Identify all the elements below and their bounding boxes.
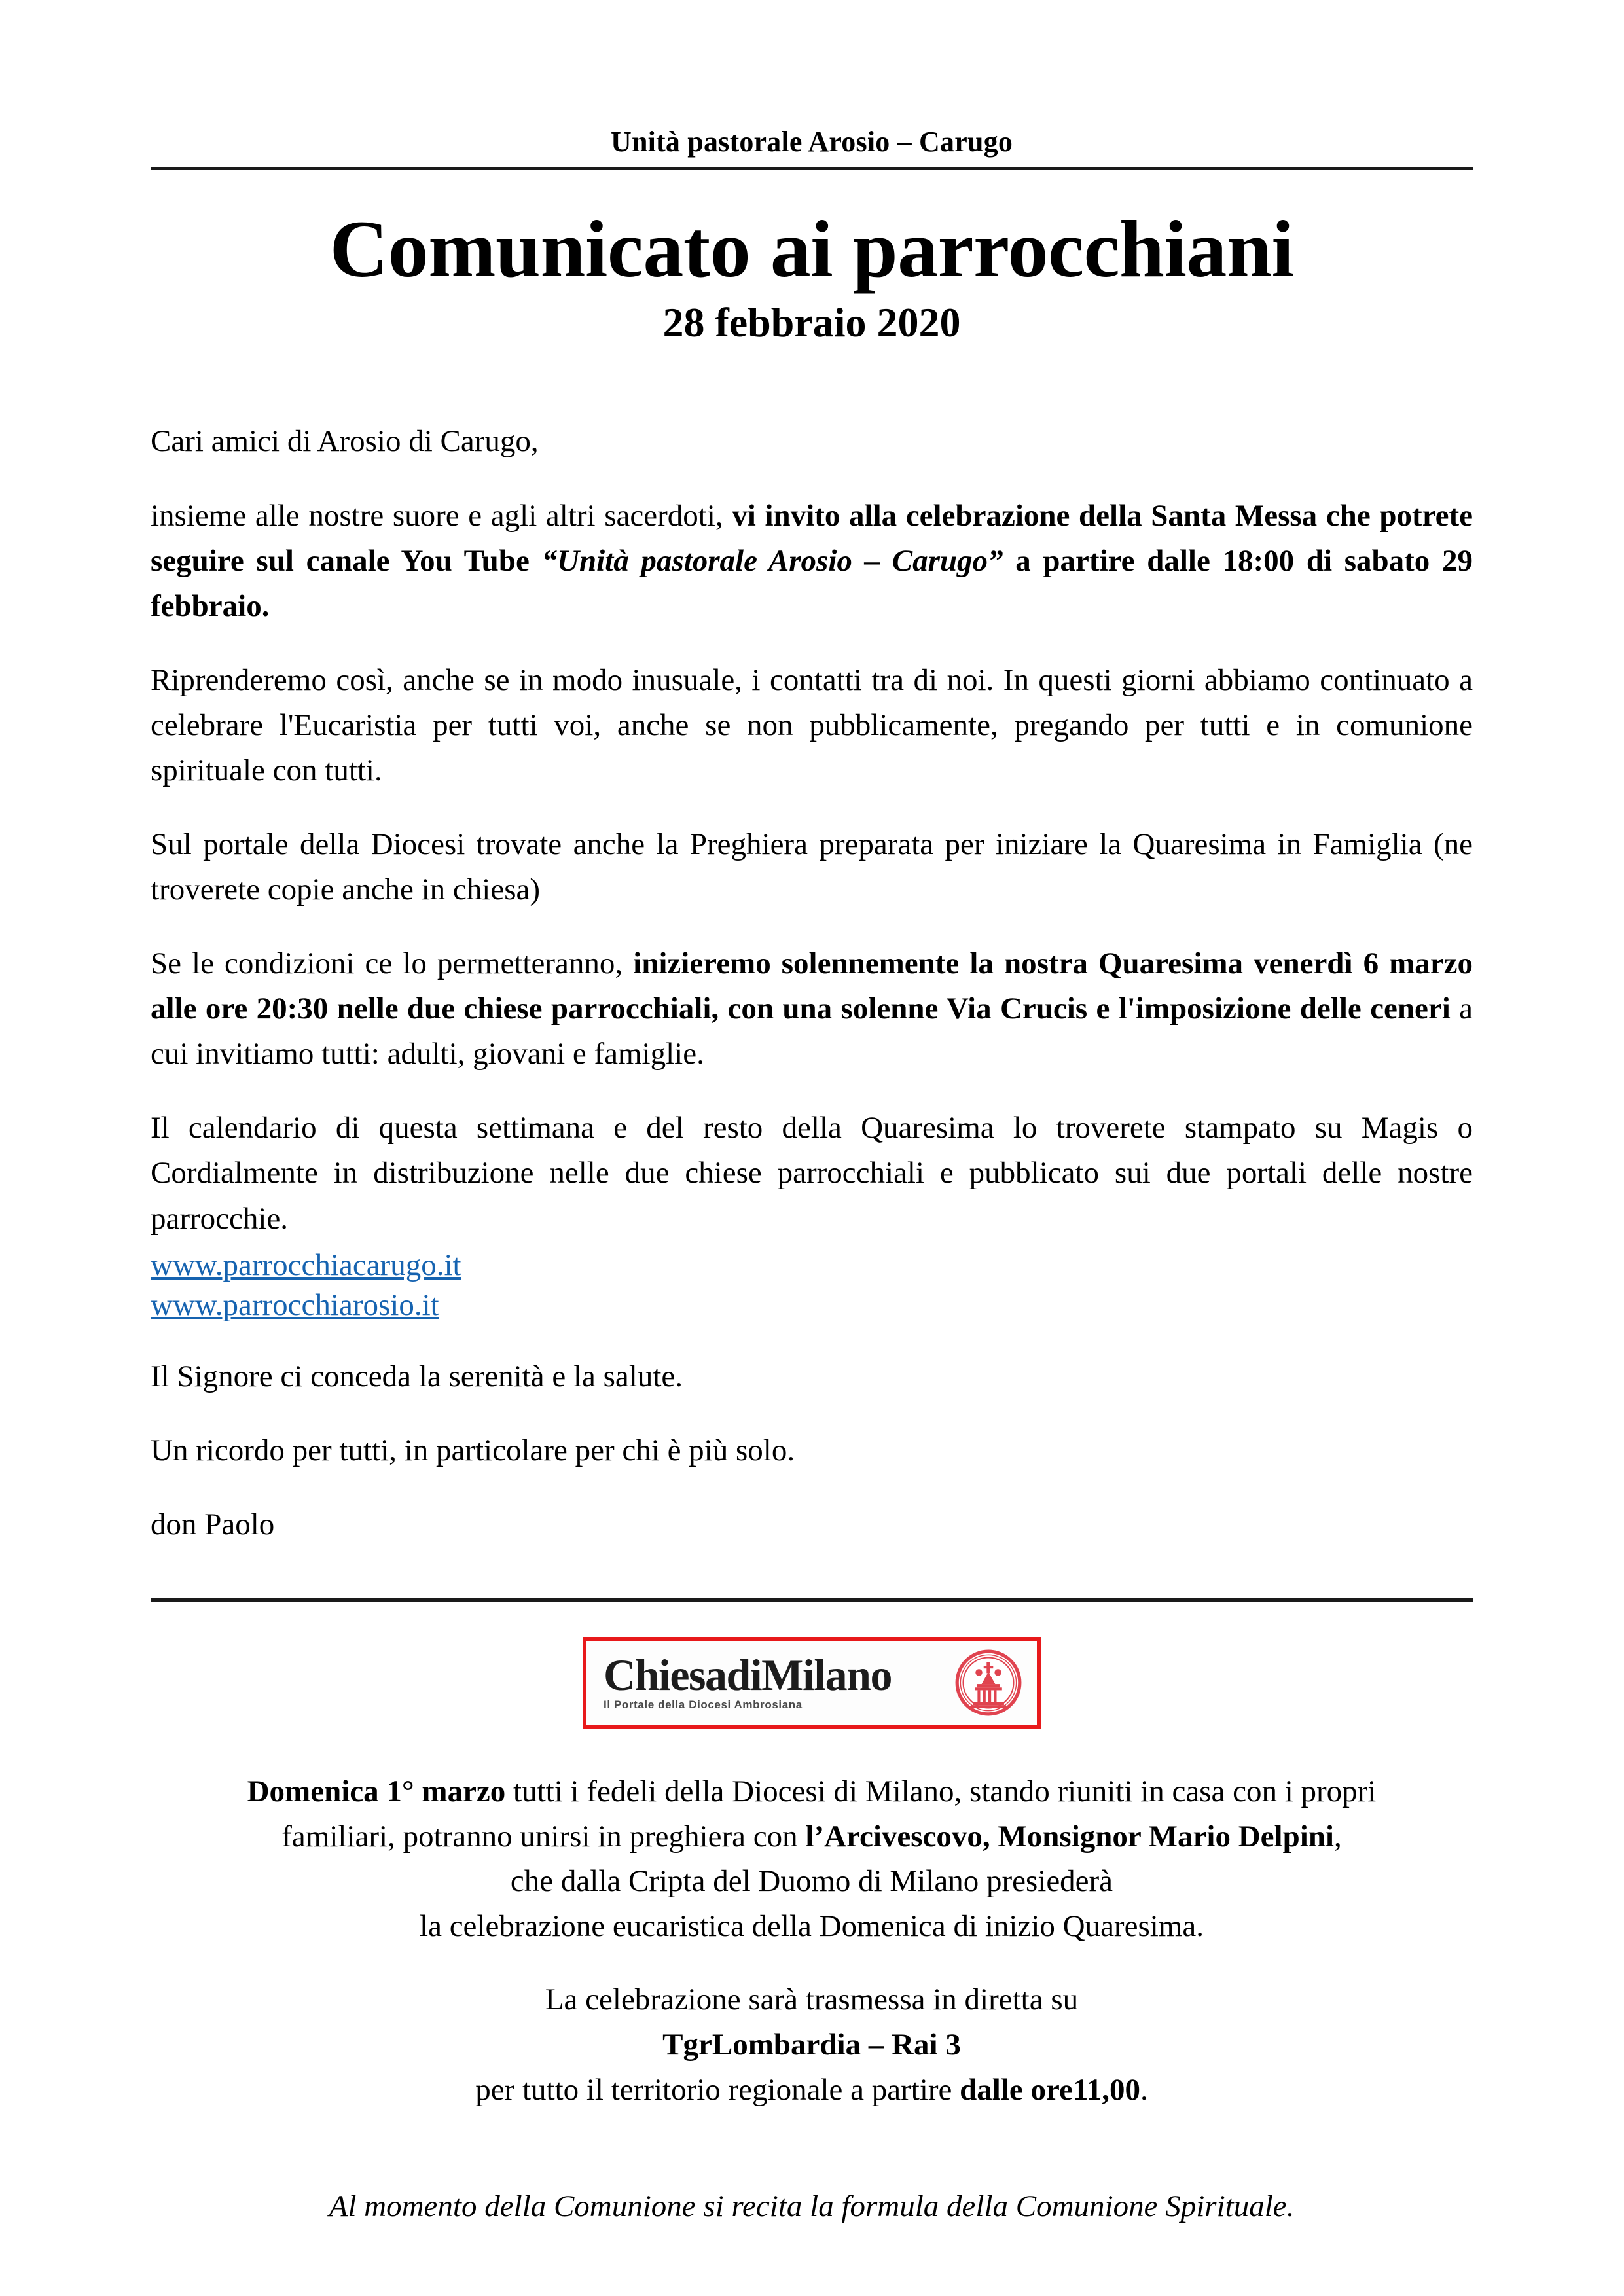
page-subtitle-date: 28 febbraio 2020 [662, 299, 961, 346]
document-content [151, 0, 1473, 2229]
benedizione-text: Il Signore ci conceda la serenità e la salute. [151, 1359, 683, 1393]
notice-line-3: che dalla Cripta del Duomo di Milano presiederà [510, 1864, 1113, 1899]
diocese-notice [151, 1769, 1473, 2112]
calendario-text: Il calendario di questa settimana e del resto della Quaresima lo troverete stampato su Magis o Cordialmente in distribuzione nelle due chiese parrocchiali e pubblicato sui due portali delle nostre parrocchie. [151, 1111, 1473, 1236]
notice-spacer [151, 1948, 1473, 1977]
contatti-text: Riprenderemo così, anche se in modo inusuale, i contatti tra di noi. In questi giorni abbiamo continuato a celebrare l'Eucaristia per tutti voi, anche se non pubblicamente, pregando per tutti e in comunione spirituale con tutti. [151, 662, 1473, 787]
notice-time-bold: dalle ore11,00 [960, 2072, 1141, 2107]
letter-paragraph-invito [151, 493, 1473, 629]
notice-line-4: la celebrazione eucaristica della Domenica di inizio Quaresima. [420, 1909, 1204, 1943]
letter-signature [151, 1502, 1473, 1547]
signature-text: don Paolo [151, 1507, 275, 1541]
notice-line2-tail: , [1333, 1819, 1342, 1854]
invito-bold-part1: vi invito alla celebrazione della Santa Messa che potrete seguire sul canale You Tube [151, 498, 1473, 578]
document-header-organization: Unità pastorale Arosio – Carugo [610, 126, 1013, 158]
notice-line-7 [151, 2068, 1473, 2113]
letter-paragraph-calendario [151, 1105, 1473, 1241]
notice-line2-lead: familiari, potranno unirsi in preghiera con [281, 1819, 806, 1854]
notice-line-5: La celebrazione sarà trasmessa in diretta su [545, 1982, 1079, 2017]
logo-tagline: Il Portale della Diocesi Ambrosiana [604, 1698, 803, 1712]
layout-spacer [151, 1547, 1473, 1598]
letter-paragraph-contatti [151, 658, 1473, 793]
link-parrocchiarosio[interactable]: www.parrocchiarosio.it [151, 1287, 439, 1322]
logo-area [151, 1637, 1473, 1729]
invito-bold-part2: a partire dalle 18:00 di sabato 29 febbraio. [151, 543, 1473, 623]
quaresima-lead: Se le condizioni ce lo permetteranno, [151, 946, 634, 981]
letter-paragraph-ricordo [151, 1428, 1473, 1473]
letter-paragraph-quaresima [151, 941, 1473, 1077]
ricordo-text: Un ricordo per tutti, in particolare per chi è più solo. [151, 1433, 795, 1467]
link-parrocchiacarugo[interactable]: www.parrocchiacarugo.it [151, 1247, 461, 1282]
notice-line7-lead: per tutto il territorio regionale a partire [475, 2072, 960, 2107]
notice-archbishop-bold: l’Arcivescovo, Monsignor Mario Delpini [805, 1819, 1334, 1854]
notice-channel-bold: TgrLombardia – Rai 3 [662, 2028, 961, 2062]
page-title: Comunicato ai parrocchiani [329, 204, 1294, 294]
letter-paragraph-benedizione [151, 1354, 1473, 1399]
notice-channel [151, 2022, 1473, 2068]
letter-greeting [151, 419, 1473, 464]
header-divider [151, 167, 1473, 170]
quaresima-bold: inizieremo solennemente la nostra Quaresima venerdì 6 marzo alle ore 20:30 nelle due chiese parrocchiali, con una solenne Via Crucis e l'imposizione delle ceneri [151, 946, 1473, 1026]
notice-line1-rest: tutti i fedeli della Diocesi di Milano, stando riuniti in casa con i propri [505, 1774, 1377, 1809]
letter-paragraph-portale [151, 822, 1473, 912]
logo-text-block [604, 1649, 954, 1712]
notice-line-2 [151, 1814, 1473, 1859]
footer-divider [151, 1598, 1473, 1602]
final-note: Al momento della Comunione si recita la formula della Comunione Spirituale. [329, 2189, 1295, 2224]
notice-line-1 [151, 1769, 1473, 1814]
invito-lead: insieme alle nostre suore e agli altri sacerdoti, [151, 498, 732, 533]
invito-channel-name: “Unità pastorale Arosio – Carugo” [541, 543, 1003, 578]
quaresima-tail: a cui invitiamo tutti: adulti, giovani e famiglie. [151, 992, 1473, 1071]
logo-wordmark: ChiesadiMilano [604, 1649, 892, 1700]
diocesi-di-milano-seal-icon [954, 1649, 1022, 1717]
portale-text: Sul portale della Diocesi trovate anche la Preghiera preparata per iniziare la Quaresima in Famiglia (ne troverete copie anche in chiesa) [151, 827, 1473, 907]
chiesadimilano-logo [583, 1637, 1041, 1729]
notice-line7-tail: . [1140, 2072, 1148, 2107]
notice-date-bold: Domenica 1° marzo [247, 1774, 506, 1809]
letter-links [151, 1246, 1473, 1325]
letter-body [151, 419, 1473, 1547]
greeting-text: Cari amici di Arosio di Carugo, [151, 424, 539, 459]
